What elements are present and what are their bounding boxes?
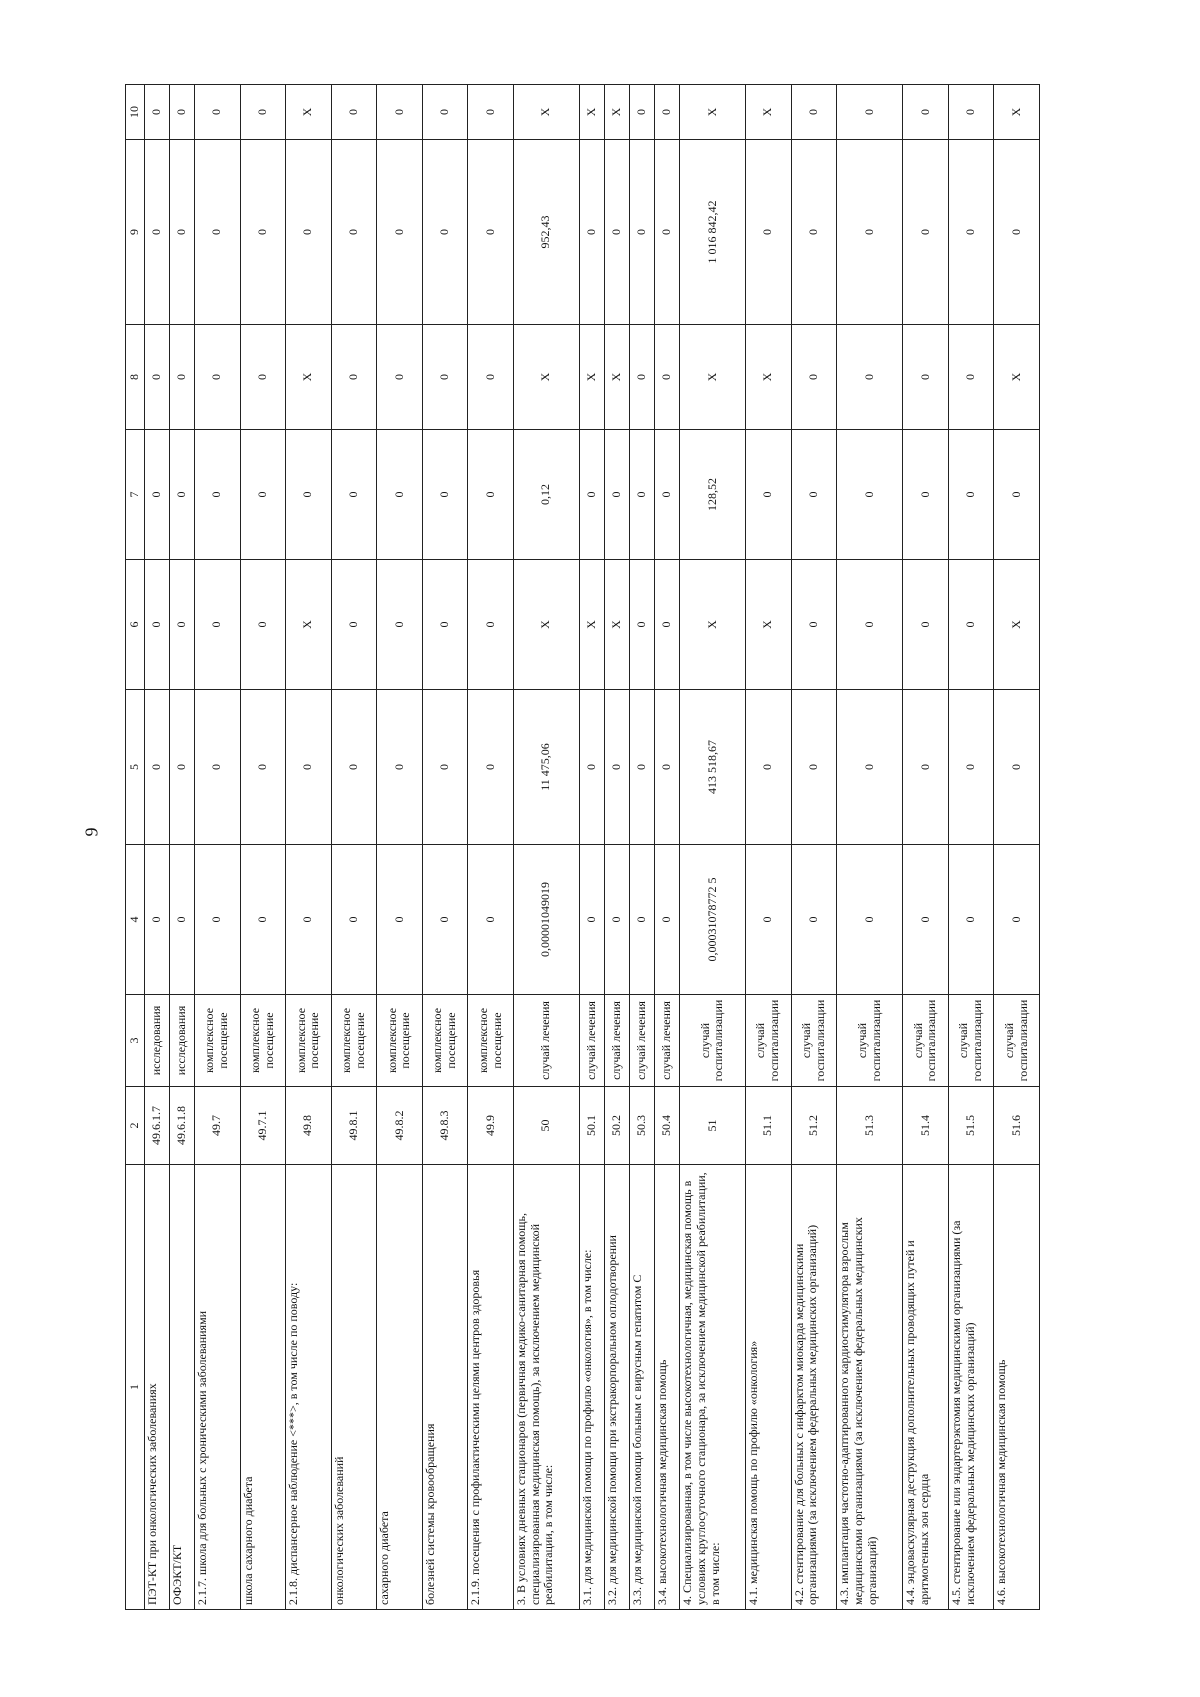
table-cell: 0 — [791, 140, 837, 325]
table-cell: 0 — [331, 690, 377, 845]
row-label: школа сахарного диабета — [240, 1165, 286, 1610]
table-cell: 0 — [170, 140, 195, 325]
table-row — [286, 85, 332, 1610]
table-row — [377, 85, 423, 1610]
table-cell: 0 — [837, 560, 903, 690]
table-cell: исследования — [145, 995, 170, 1087]
table-cell: 0 — [331, 325, 377, 430]
table-cell: 0 — [948, 85, 994, 140]
table-cell: 0 — [468, 85, 514, 140]
table-cell: 0 — [629, 560, 654, 690]
table-cell: 1 016 842,42 — [679, 140, 745, 325]
table-cell: 51 — [679, 1087, 745, 1165]
row-label: 4.4. эндоваскулярная деструкция дополнительных проводящих путей и аритмогенных зон сердца — [903, 1165, 949, 1610]
table-cell: X — [746, 560, 792, 690]
table-cell: 49.8.3 — [422, 1087, 468, 1165]
row-label: 4.3. имплантация частотно-адаптированного кардиостимулятора взрослым медицинскими организациями (за исключением федеральных медицинских организаций) — [837, 1165, 903, 1610]
table-cell: X — [579, 325, 604, 430]
column-header: 5 — [126, 690, 145, 845]
table-cell: 0 — [948, 430, 994, 560]
row-label: 2.1.7. школа для больных с хроническими заболеваниями — [195, 1165, 241, 1610]
table-cell: 0 — [286, 845, 332, 995]
table-cell: 0 — [170, 845, 195, 995]
table-cell: 0 — [145, 140, 170, 325]
table-cell: случай госпитализации — [746, 995, 792, 1087]
table-cell: 0 — [654, 140, 679, 325]
table-row — [629, 85, 654, 1610]
table-cell: 0 — [746, 140, 792, 325]
table-cell: 0 — [837, 85, 903, 140]
table-cell: X — [994, 560, 1040, 690]
table-cell: X — [604, 560, 629, 690]
table-cell: 0 — [837, 690, 903, 845]
table-cell: 0 — [377, 845, 423, 995]
table-cell: 51.1 — [746, 1087, 792, 1165]
table-cell: 0 — [629, 85, 654, 140]
table-cell: 49.8.2 — [377, 1087, 423, 1165]
table-cell: X — [746, 85, 792, 140]
table-row — [837, 85, 903, 1610]
table-cell: 0 — [948, 140, 994, 325]
table-cell: 49.6.1.8 — [170, 1087, 195, 1165]
table-cell: 0 — [791, 560, 837, 690]
table-cell: 0 — [746, 430, 792, 560]
table-cell: 0 — [195, 140, 241, 325]
table-cell: 50 — [513, 1087, 579, 1165]
table-cell: X — [604, 325, 629, 430]
table-cell: X — [286, 85, 332, 140]
table-row — [170, 85, 195, 1610]
table-row — [994, 85, 1040, 1610]
table-cell: 0 — [903, 560, 949, 690]
table-cell: случай госпитализации — [837, 995, 903, 1087]
row-label: 3.2. для медицинской помощи при экстракорпоральном оплодотворении — [604, 1165, 629, 1610]
table-cell: случай госпитализации — [994, 995, 1040, 1087]
table-cell: 0 — [791, 85, 837, 140]
table-cell: 0 — [240, 85, 286, 140]
table-cell: 0 — [791, 690, 837, 845]
table-cell: 0 — [468, 140, 514, 325]
table-cell: 0 — [604, 430, 629, 560]
column-header: 8 — [126, 325, 145, 430]
table-cell: X — [994, 325, 1040, 430]
table-cell: комплексное посещение — [195, 995, 241, 1087]
table-cell: 50.3 — [629, 1087, 654, 1165]
row-label: 3.4. высокотехнологичная медицинская помощь — [654, 1165, 679, 1610]
table-cell: 0 — [903, 140, 949, 325]
table-cell: 0 — [604, 690, 629, 845]
table-cell: 0 — [654, 560, 679, 690]
table-cell: 0 — [791, 430, 837, 560]
table-cell: X — [746, 325, 792, 430]
table-cell: 0 — [145, 325, 170, 430]
table-cell: 0 — [837, 140, 903, 325]
table-cell: 0 — [170, 325, 195, 430]
table-cell: 0 — [629, 690, 654, 845]
data-table — [125, 84, 1040, 1610]
table-cell: X — [679, 560, 745, 690]
table-cell: комплексное посещение — [422, 995, 468, 1087]
table-cell: 0 — [994, 690, 1040, 845]
table-cell: 0 — [240, 325, 286, 430]
column-header: 10 — [126, 85, 145, 140]
table-cell: 51.3 — [837, 1087, 903, 1165]
row-label: 4.2. стентирование для больных с инфарктом миокарда медицинскими организациями (за исключением федеральных медицинских организаций) — [791, 1165, 837, 1610]
table-cell: 0 — [948, 325, 994, 430]
table-row — [746, 85, 792, 1610]
table-cell: 0 — [377, 140, 423, 325]
column-header: 4 — [126, 845, 145, 995]
table-cell: X — [579, 85, 604, 140]
table-cell: 0 — [746, 690, 792, 845]
column-header: 1 — [126, 1165, 145, 1610]
row-label: ОФЭКТ/КТ — [170, 1165, 195, 1610]
table-cell: случай госпитализации — [903, 995, 949, 1087]
table-cell: 49.7.1 — [240, 1087, 286, 1165]
table-cell: 413 518,67 — [679, 690, 745, 845]
table-cell: X — [604, 85, 629, 140]
table-cell: 0 — [422, 690, 468, 845]
row-label: ПЭТ-КТ при онкологических заболеваниях — [145, 1165, 170, 1610]
row-label: 4.5. стентирование или эндартерэктомия медицинскими организациями (за исключением федеральных медицинских организаций) — [948, 1165, 994, 1610]
table-cell: 0 — [377, 430, 423, 560]
table-cell: 0 — [468, 845, 514, 995]
table-cell: 0 — [654, 690, 679, 845]
table-cell: 0 — [240, 845, 286, 995]
table-cell: случай лечения — [629, 995, 654, 1087]
table-cell: X — [286, 325, 332, 430]
table-cell: 0 — [604, 140, 629, 325]
table-cell: 0 — [195, 690, 241, 845]
table-cell: 0 — [629, 430, 654, 560]
table-row — [145, 85, 170, 1610]
table-cell: 0 — [837, 845, 903, 995]
table-cell: 0 — [377, 325, 423, 430]
table-cell: 0,00001049019 — [513, 845, 579, 995]
table-cell: 51.5 — [948, 1087, 994, 1165]
table-cell: 49.8.1 — [331, 1087, 377, 1165]
table-cell: 0 — [240, 560, 286, 690]
table-cell: 50.4 — [654, 1087, 679, 1165]
row-label: 4. Специализированная, в том числе высокотехнологичная, медицинская помощь в условиях круглосуточного стационара, за исключением медицинской реабилитации, в том числе: — [679, 1165, 745, 1610]
table-cell: X — [513, 325, 579, 430]
table-cell: 0 — [331, 430, 377, 560]
table-cell: 0 — [377, 85, 423, 140]
table-row — [791, 85, 837, 1610]
table-cell: 0 — [948, 690, 994, 845]
table-row — [513, 85, 579, 1610]
table-cell: 51.2 — [791, 1087, 837, 1165]
table-cell: 952,43 — [513, 140, 579, 325]
table-row — [195, 85, 241, 1610]
table-cell: 0 — [468, 325, 514, 430]
table-cell: 50.2 — [604, 1087, 629, 1165]
table-cell: 0 — [195, 325, 241, 430]
table-cell: 0 — [468, 560, 514, 690]
table-cell: 0 — [331, 85, 377, 140]
table-header-row — [126, 85, 145, 1610]
column-header: 6 — [126, 560, 145, 690]
table-row — [679, 85, 745, 1610]
table-cell: 0 — [629, 325, 654, 430]
table-cell: 0 — [422, 325, 468, 430]
table-cell: 49.8 — [286, 1087, 332, 1165]
table-cell: 0 — [903, 845, 949, 995]
row-label: 4.6. высокотехнологичная медицинская помощь — [994, 1165, 1040, 1610]
table-cell: 0 — [286, 690, 332, 845]
table-cell: 0 — [195, 845, 241, 995]
table-cell: 0 — [654, 85, 679, 140]
row-label: 2.1.8. диспансерное наблюдение <***>, в том числе по поводу: — [286, 1165, 332, 1610]
table-cell: 0 — [468, 690, 514, 845]
table-cell: 0 — [994, 430, 1040, 560]
table-cell: 51.4 — [903, 1087, 949, 1165]
table-cell: 0 — [331, 845, 377, 995]
table-cell: случай госпитализации — [791, 995, 837, 1087]
table-row — [579, 85, 604, 1610]
table-cell: 0 — [145, 560, 170, 690]
table-cell: 0 — [903, 690, 949, 845]
table-cell: X — [994, 85, 1040, 140]
table-cell: 0 — [422, 85, 468, 140]
column-header: 9 — [126, 140, 145, 325]
table-cell: 50.1 — [579, 1087, 604, 1165]
table-cell: 0 — [629, 140, 654, 325]
row-label: 2.1.9. посещения с профилактическими целями центров здоровья — [468, 1165, 514, 1610]
table-cell: 0 — [654, 845, 679, 995]
table-cell: 0 — [903, 430, 949, 560]
table-cell: 0 — [240, 690, 286, 845]
table-cell: 0 — [837, 325, 903, 430]
table-cell: 0,12 — [513, 430, 579, 560]
table-row — [654, 85, 679, 1610]
table-cell: 0 — [240, 140, 286, 325]
table-cell: 0 — [195, 85, 241, 140]
table-cell: 0 — [604, 845, 629, 995]
table-cell: 0 — [791, 325, 837, 430]
table-cell: комплексное посещение — [286, 995, 332, 1087]
table-cell: X — [513, 560, 579, 690]
table-cell: 0 — [240, 430, 286, 560]
row-label: онкологических заболеваний — [331, 1165, 377, 1610]
table-cell: 0 — [170, 690, 195, 845]
table-cell: 0 — [377, 560, 423, 690]
table-cell: 0 — [629, 845, 654, 995]
table-row — [240, 85, 286, 1610]
table-cell: комплексное посещение — [331, 995, 377, 1087]
table-cell: 0 — [422, 845, 468, 995]
table-cell: 0 — [145, 430, 170, 560]
table-cell: случай лечения — [654, 995, 679, 1087]
table-cell: 0 — [837, 430, 903, 560]
table-cell: 49.7 — [195, 1087, 241, 1165]
row-label: болезней системы кровообращения — [422, 1165, 468, 1610]
table-cell: 0 — [170, 430, 195, 560]
column-header: 7 — [126, 430, 145, 560]
table-cell: 0,00031078772 5 — [679, 845, 745, 995]
table-cell: 0 — [579, 140, 604, 325]
table-cell: 11 475,06 — [513, 690, 579, 845]
table-row — [948, 85, 994, 1610]
table-row — [903, 85, 949, 1610]
table-cell: 0 — [170, 85, 195, 140]
table-cell: 0 — [145, 845, 170, 995]
table-cell: X — [679, 85, 745, 140]
table-cell: 0 — [746, 845, 792, 995]
rotated-table-wrapper — [125, 85, 1040, 1610]
table-cell: 0 — [579, 845, 604, 995]
table-cell: 0 — [903, 325, 949, 430]
row-label: 3.3. для медицинской помощи больным с вирусным гепатитом С — [629, 1165, 654, 1610]
table-cell: 0 — [903, 85, 949, 140]
table-cell: комплексное посещение — [468, 995, 514, 1087]
row-label: сахарного диабета — [377, 1165, 423, 1610]
column-header: 2 — [126, 1087, 145, 1165]
table-row — [468, 85, 514, 1610]
table-cell: 0 — [170, 560, 195, 690]
table-cell: 51.6 — [994, 1087, 1040, 1165]
page-number: 9 — [81, 827, 102, 837]
table-cell: исследования — [170, 995, 195, 1087]
table-cell: случай лечения — [513, 995, 579, 1087]
table-cell: X — [286, 560, 332, 690]
table-cell: 0 — [377, 690, 423, 845]
table-cell: 0 — [579, 690, 604, 845]
table-cell: 0 — [948, 845, 994, 995]
table-cell: случай лечения — [604, 995, 629, 1087]
table-row — [422, 85, 468, 1610]
table-cell: 0 — [654, 325, 679, 430]
table-cell: случай лечения — [579, 995, 604, 1087]
table-cell: 0 — [994, 140, 1040, 325]
table-cell: 0 — [994, 845, 1040, 995]
table-cell: X — [513, 85, 579, 140]
table-cell: 0 — [468, 430, 514, 560]
table-cell: 0 — [579, 430, 604, 560]
table-cell: 49.9 — [468, 1087, 514, 1165]
table-cell: X — [579, 560, 604, 690]
table-cell: 0 — [654, 430, 679, 560]
table-cell: 0 — [286, 140, 332, 325]
table-cell: X — [679, 325, 745, 430]
table-cell: 0 — [286, 430, 332, 560]
table-cell: 0 — [948, 560, 994, 690]
table-cell: комплексное посещение — [377, 995, 423, 1087]
table-cell: 0 — [422, 140, 468, 325]
table-cell: 0 — [195, 430, 241, 560]
table-cell: 49.6.1.7 — [145, 1087, 170, 1165]
row-label: 3. В условиях дневных стационаров (первичная медико-санитарная помощь, специализированная медицинская помощь), за исключением медицинской реабилитации, в том числе: — [513, 1165, 579, 1610]
table-cell: 0 — [791, 845, 837, 995]
table-cell: случай госпитализации — [679, 995, 745, 1087]
table-cell: комплексное посещение — [240, 995, 286, 1087]
table-cell: 0 — [145, 690, 170, 845]
table-cell: 0 — [422, 430, 468, 560]
table-cell: 0 — [331, 140, 377, 325]
row-label: 3.1. для медицинской помощи по профилю «онкология», в том числе: — [579, 1165, 604, 1610]
table-cell: 0 — [145, 85, 170, 140]
table-row — [604, 85, 629, 1610]
column-header: 3 — [126, 995, 145, 1087]
table-cell: случай госпитализации — [948, 995, 994, 1087]
table-cell: 0 — [331, 560, 377, 690]
table-cell: 0 — [195, 560, 241, 690]
table-cell: 0 — [422, 560, 468, 690]
table-cell: 128,52 — [679, 430, 745, 560]
table-row — [331, 85, 377, 1610]
row-label: 4.1. медицинская помощь по профилю «онкология» — [746, 1165, 792, 1610]
